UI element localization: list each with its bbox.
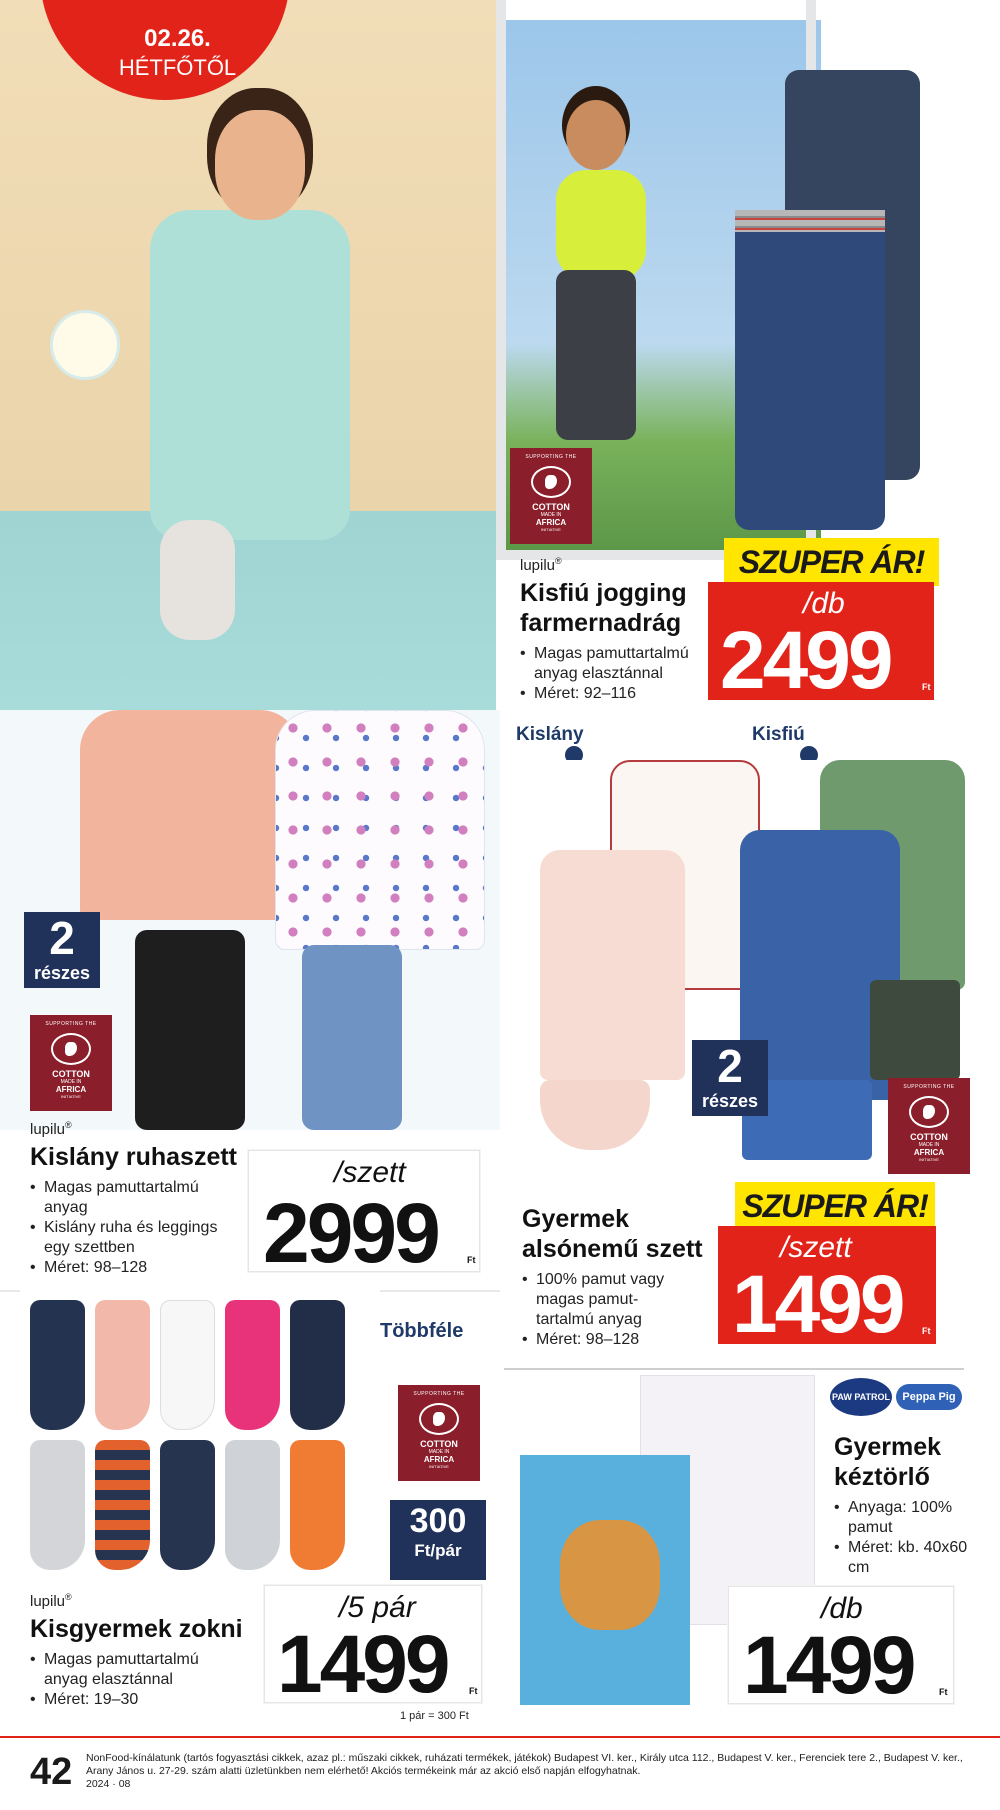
variety-label: Többféle [380,1320,464,1342]
towel-bullets [834,1498,984,1578]
per-pair-note: 1 pár = 300 Ft [400,1710,469,1722]
peach-dress-illustration [80,710,300,920]
dress-set-info [30,1120,250,1278]
socks-brand: lupilu® [30,1592,72,1610]
girl-briefs-illustration [540,1080,650,1150]
cmia-line3: AFRICA [535,518,567,527]
socks-bullets [30,1650,220,1710]
price-unit: /db [803,587,845,620]
price-unit: /szett [780,1231,852,1264]
cmia-logo [398,1385,480,1481]
price-currency: Ft [939,1687,948,1697]
date-value: 02.26. [144,25,211,52]
dress-set-bullet: • Magas pamuttartalmú anyag [30,1178,230,1218]
cmia-line3: AFRICA [913,1148,945,1157]
towel-info [834,1432,984,1578]
photo-girl-dress [0,0,496,710]
legal-disclaimer: NonFood-kínálatunk (tartós fogyasztási cikkek, azaz pl.: műszaki cikkek, ruházati termékek, játékok) Budapest VI. ker., Király utca 112., Budapest V. ker., Ferenciek tere 2., Budapest V. ker., Arany János u. 27-29. szám alatti üzletünkben nem elérhető! Akciós termékeink már az akció első napján elfogyhatnak. [86,1752,963,1777]
price-currency: Ft [922,1326,931,1336]
africa-map-icon [419,1403,459,1435]
girl-head [215,110,305,220]
price-unit: /5 pár [339,1591,416,1624]
brand-name: lupilu [520,557,556,574]
photo-socks [20,1290,380,1580]
dress-set-bullet: • Méret: 98–128 [30,1258,230,1278]
cmia-top-text: SUPPORTING THE [413,1391,465,1397]
section-divider [504,1368,964,1370]
cmia-line4: INITIATIVE [919,1157,939,1162]
paw-patrol-logo: PAW PATROL [830,1378,892,1416]
socks-info [30,1592,255,1710]
underwear-pieces-badge [692,1040,768,1116]
price-value: 2999 [263,1186,438,1280]
flower-illustration [50,310,120,380]
underwear-bullet: • Méret: 98–128 [522,1330,677,1350]
socks-price-box [264,1585,482,1710]
weekday-label: HÉTFŐTŐL [118,55,237,80]
cmia-line1: COTTON [532,502,570,512]
cmia-line4: INITIATIVE [61,1094,81,1099]
per-pair-badge [390,1500,486,1580]
super-price-badge: SZUPER ÁR! [735,1182,935,1230]
label-girl: Kislány [516,724,584,745]
towel-title [834,1432,984,1492]
cmia-top-text: SUPPORTING THE [903,1084,955,1090]
cmia-logo [30,1015,112,1111]
africa-map-icon [531,466,571,498]
africa-map-icon [51,1033,91,1065]
sock-illustration [225,1440,280,1570]
price-currency: Ft [469,1686,478,1696]
cmia-line3: AFRICA [55,1085,87,1094]
jeans-title-line1: Kisfiú jogging [520,579,687,607]
jeans-info [520,556,710,704]
price-value: 1499 [277,1619,448,1710]
pieces-number: 2 [717,1040,743,1092]
dress-brand: lupilu® [30,1120,72,1138]
sock-illustration [225,1300,280,1430]
cmia-line2: MADE IN [60,1079,82,1085]
boy-shorts-dark-illustration [870,980,960,1080]
jeans-bullets [520,644,710,704]
cmia-line1: COTTON [420,1439,458,1449]
sock-illustration [290,1440,345,1570]
jeans-bullet: • Magas pamuttartalmú anyag elasztánnal [520,644,710,684]
sock-illustration [95,1300,150,1430]
price-value: 2499 [720,615,891,706]
leggings-illustration [160,520,235,640]
jeans-title-line2: farmernadrág [520,609,682,637]
pieces-label: részes [701,1091,759,1111]
dress-set-bullets [30,1178,230,1278]
dress-set-price-box [248,1150,480,1280]
underwear-info [522,1204,727,1350]
jeans-price-box [708,582,934,706]
sock-illustration [30,1440,85,1570]
cmia-logo [888,1078,970,1174]
cmia-line4: INITIATIVE [429,1464,449,1469]
jeans-waistband [735,210,885,232]
issue-code: 2024 · 08 [86,1778,131,1790]
socks-title: Kisgyermek zokni [30,1615,243,1643]
legal-text [86,1752,966,1791]
price-currency: Ft [467,1255,476,1265]
cmia-logo [510,448,592,544]
underwear-bullets [522,1270,677,1350]
girl-top-pink-illustration [540,850,685,1080]
africa-map-icon [909,1096,949,1128]
cmia-line2: MADE IN [428,1449,450,1455]
underwear-title [522,1204,727,1264]
per-pair-unit: Ft/pár [414,1541,462,1560]
towel-title-line2: kéztörlő [834,1463,930,1491]
chase-dog-illustration [560,1520,660,1630]
cmia-line4: INITIATIVE [541,527,561,532]
pieces-label: részes [33,963,91,983]
socks-bullet: • Magas pamuttartalmú anyag elasztánnal [30,1650,220,1690]
price-currency: Ft [922,682,931,692]
sock-illustration [290,1300,345,1430]
jeans-title [520,578,710,638]
price-value: 1499 [732,1259,903,1350]
towel-title-line1: Gyermek [834,1433,942,1461]
underwear-title-line2: alsónemű szett [522,1235,703,1263]
cmia-line1: COTTON [52,1069,90,1079]
sock-illustration [160,1300,215,1430]
cmia-line2: MADE IN [918,1142,940,1148]
underwear-title-line1: Gyermek [522,1205,630,1233]
jeans-brand: lupilu® [520,556,562,574]
cmia-line2: MADE IN [540,512,562,518]
super-price-badge: SZUPER ÁR! [724,538,939,586]
price-value: 1499 [743,1620,914,1711]
peppa-pig-logo: Peppa Pig [896,1384,962,1410]
label-boy: Kisfiú [752,724,805,745]
cmia-line3: AFRICA [423,1455,455,1464]
price-unit: /szett [334,1156,406,1189]
black-leggings-illustration [135,930,245,1130]
page-number: 42 [30,1751,73,1793]
dress-set-title: Kislány ruhaszett [30,1143,238,1171]
dress-set-bullet: • Kislány ruha és leggings egy szettben [30,1218,230,1258]
price-unit: /db [821,1592,863,1625]
jeans-bullet: • Méret: 92–116 [520,684,710,704]
pieces-number: 2 [49,912,75,964]
underwear-bullet: • 100% pamut vagy magas pamut-tartalmú anyag [522,1270,677,1330]
brand-name: lupilu [30,1593,66,1610]
towel-price-box [728,1586,954,1711]
sock-illustration [160,1440,215,1570]
sock-illustration [30,1300,85,1430]
dress-illustration [150,210,350,540]
cmia-line1: COTTON [910,1132,948,1142]
per-pair-price: 300 [409,1502,467,1540]
brand-name: lupilu [30,1121,66,1138]
floral-dress-illustration [275,710,485,950]
towel-bullet: • Anyaga: 100% pamut [834,1498,984,1538]
blue-leggings-illustration [302,945,402,1130]
sock-illustration [95,1440,150,1570]
underwear-price-box [718,1226,936,1350]
towel-bullet: • Méret: kb. 40x60 cm [834,1538,984,1578]
cmia-top-text: SUPPORTING THE [525,454,577,460]
date-text [110,24,245,82]
socks-bullet: • Méret: 19–30 [30,1690,220,1710]
dress-pieces-badge [24,912,100,988]
jeans-blue-illustration [735,210,885,530]
cmia-top-text: SUPPORTING THE [45,1021,97,1027]
